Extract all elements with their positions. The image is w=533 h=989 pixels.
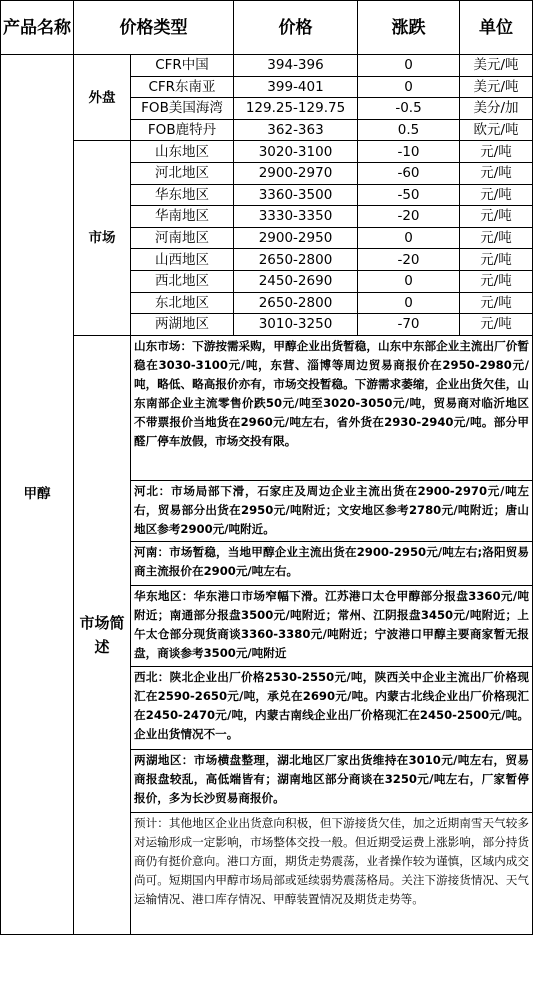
header-change: 涨跌 [358, 1, 460, 55]
header-price: 价格 [234, 1, 358, 55]
description-shandong: 山东市场：下游按需采购，甲醇企业出货暂稳，山东中东部企业主流出厂价暂稳在3030-3100元/吨，东营、淄博等周边贸易商报价在2950-2980元/吨，略低、略高报价亦有，市场交投暂稳。下游需求萎缩，企业出货欠佳，山东南部企业主流零售价跌50元/吨至3020-3050元/吨，贸易商对临沂地区不带票报价当地货在2960元/吨左右，省外货在2930-2940元/吨。部分甲醛厂停车放假，市场交投有限。 [131, 335, 533, 480]
row-price: 362-363 [234, 119, 358, 141]
group-description-line1: 市场简 [79, 613, 125, 632]
table-header-row [1, 1, 533, 55]
row-type: 西北地区 [131, 270, 234, 292]
row-type: FOB鹿特丹 [131, 119, 234, 141]
description-lianghu: 两湖地区：市场横盘整理，湖北地区厂家出货维持在3010元/吨左右，贸易商报盘较乱，高低端皆有；湖南地区部分商谈在3250元/吨左右，厂家暂停报价，多为长沙贸易商报价。 [131, 749, 533, 812]
row-change: 0 [358, 55, 460, 77]
row-change: -10 [358, 141, 460, 163]
row-change: -20 [358, 206, 460, 228]
row-type: CFR中国 [131, 55, 234, 77]
row-unit: 元/吨 [460, 162, 533, 184]
description-east-china: 华东地区：华东港口市场窄幅下滑。江苏港口太仓甲醇部分报盘3360元/吨附近；南通部分报盘3500元/吨附近；常州、江阴报盘3450元/吨附近；上午太仓部分现货商谈3360-3380元/吨附近；宁波港口甲醇主要商家暂无报盘，商谈参考3500元/吨附近 [131, 585, 533, 666]
group-outer: 外盘 [74, 55, 131, 141]
header-unit: 单位 [460, 1, 533, 55]
description-northwest: 西北：陕北企业出厂价格2530-2550元/吨，陕西关中企业主流出厂价格现汇在2590-2650元/吨，承兑在2690元/吨。内蒙古北线企业出厂价格现汇在2450-2470元/吨，内蒙古南线企业出厂价格现汇在2450-2500元/吨。企业出货情况不一。 [131, 666, 533, 749]
product-name-cell: 甲醇 [1, 55, 74, 935]
row-price: 2650-2800 [234, 292, 358, 314]
row-unit: 元/吨 [460, 227, 533, 249]
row-price: 2450-2690 [234, 270, 358, 292]
row-unit: 元/吨 [460, 249, 533, 271]
description-forecast: 预计：其他地区企业出货意向积极，但下游接货欠佳，加之近期南雪天气较多对运输形成一定影响，市场整体交投一般。但近期受运费上涨影响，部分持货商仍有挺价意向。港口方面，期货走势震荡，业者操作较为谨慎，区域内成交尚可。短期国内甲醇市场局部或延续弱势震荡格局。关注下游接货情况、天气运输情况、港口库存情况、甲醇装置情况及期货走势等。 [131, 812, 533, 934]
row-change: 0.5 [358, 119, 460, 141]
row-change: 0 [358, 76, 460, 98]
description-henan: 河南：市场暂稳，当地甲醇企业主流出货在2900-2950元/吨左右;洛阳贸易商主流报价在2900元/吨左右。 [131, 541, 533, 585]
row-unit: 元/吨 [460, 184, 533, 206]
row-unit: 美元/吨 [460, 76, 533, 98]
row-change: 0 [358, 270, 460, 292]
group-description-line2: 述 [94, 637, 110, 656]
row-type: 华东地区 [131, 184, 234, 206]
row-type: 东北地区 [131, 292, 234, 314]
row-change: -60 [358, 162, 460, 184]
group-description [74, 335, 131, 934]
group-market: 市场 [74, 141, 131, 335]
header-product: 产品名称 [1, 1, 74, 55]
row-unit: 元/吨 [460, 141, 533, 163]
row-type: 山西地区 [131, 249, 234, 271]
row-unit: 元/吨 [460, 314, 533, 336]
row-price: 3360-3500 [234, 184, 358, 206]
row-change: -50 [358, 184, 460, 206]
row-type: CFR东南亚 [131, 76, 234, 98]
row-type: 山东地区 [131, 141, 234, 163]
row-change: 0 [358, 292, 460, 314]
row-unit: 欧元/吨 [460, 119, 533, 141]
description-hebei: 河北：市场局部下滑，石家庄及周边企业主流出货在2900-2970元/吨左右，贸易部分出货在2950元/吨附近；文安地区参考2780元/吨附近；唐山地区参考2900元/吨附近。 [131, 480, 533, 541]
row-price: 3020-3100 [234, 141, 358, 163]
table-row [1, 141, 533, 163]
row-change: -0.5 [358, 98, 460, 120]
table-row [1, 55, 533, 77]
row-change: -70 [358, 314, 460, 336]
row-unit: 美元/吨 [460, 55, 533, 77]
header-price-type: 价格类型 [74, 1, 234, 55]
row-price: 394-396 [234, 55, 358, 77]
row-change: -20 [358, 249, 460, 271]
row-price: 2900-2970 [234, 162, 358, 184]
row-price: 3330-3350 [234, 206, 358, 228]
row-price: 399-401 [234, 76, 358, 98]
row-unit: 美分/加 [460, 98, 533, 120]
row-unit: 元/吨 [460, 292, 533, 314]
row-change: 0 [358, 227, 460, 249]
description-row [1, 335, 533, 480]
row-price: 2650-2800 [234, 249, 358, 271]
row-price: 3010-3250 [234, 314, 358, 336]
row-type: 河南地区 [131, 227, 234, 249]
row-type: 华南地区 [131, 206, 234, 228]
row-unit: 元/吨 [460, 206, 533, 228]
row-price: 2900-2950 [234, 227, 358, 249]
row-type: 河北地区 [131, 162, 234, 184]
row-type: 两湖地区 [131, 314, 234, 336]
row-unit: 元/吨 [460, 270, 533, 292]
row-type: FOB美国海湾 [131, 98, 234, 120]
row-price: 129.25-129.75 [234, 98, 358, 120]
